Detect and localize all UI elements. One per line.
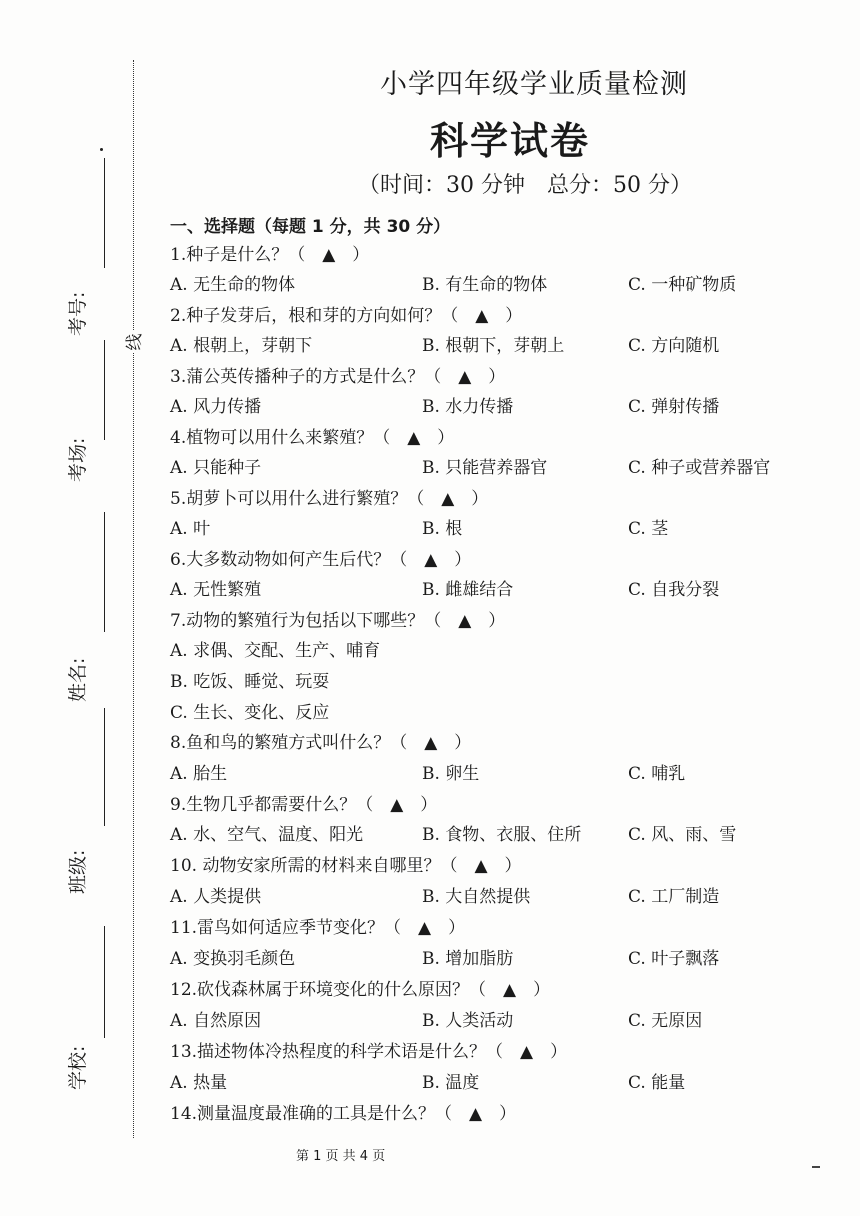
option-c[interactable]: C. 无原因 <box>628 1011 703 1031</box>
exam-info: （时间：30 分钟 总分：50 分） <box>358 173 692 198</box>
exam-room-blank[interactable] <box>104 340 105 440</box>
question-12: 12.砍伐森林属于环境变化的什么原因？（ ▲ ） <box>170 980 551 1000</box>
option-a[interactable]: A. 自然原因 <box>170 1011 262 1031</box>
school-blank[interactable] <box>104 926 105 1038</box>
class-label: 班级: <box>67 849 89 894</box>
exam-title: 科学试卷 <box>429 119 590 163</box>
option-a[interactable]: A. 变换羽毛颜色 <box>170 949 296 969</box>
question-5: 5.胡萝卜可以用什么进行繁殖？（ ▲ ） <box>170 489 489 509</box>
option-c[interactable]: C. 自我分裂 <box>628 580 720 600</box>
options-3 <box>170 393 790 421</box>
option-c[interactable]: C. 方向随机 <box>628 336 720 356</box>
options-6 <box>170 576 790 604</box>
options-10 <box>170 883 790 911</box>
option-b[interactable]: B. 温度 <box>422 1073 480 1093</box>
option-b[interactable]: B. 吃饭、睡觉、玩耍 <box>170 672 330 692</box>
options-12 <box>170 1007 790 1035</box>
question-10: 10. 动物安家所需的材料来自哪里？（ ▲ ） <box>170 856 522 876</box>
option-a[interactable]: A. 人类提供 <box>170 887 262 907</box>
option-c[interactable]: C. 哺乳 <box>628 764 686 784</box>
option-b[interactable]: B. 雌雄结合 <box>422 580 514 600</box>
option-a[interactable]: A. 无性繁殖 <box>170 580 262 600</box>
option-b[interactable]: B. 食物、衣服、住所 <box>422 825 582 845</box>
options-13 <box>170 1069 790 1097</box>
binding-dotted-line <box>133 60 134 1138</box>
question-11: 11.雷鸟如何适应季节变化？（ ▲ ） <box>170 918 466 938</box>
question-13: 13.描述物体冷热程度的科学术语是什么？（ ▲ ） <box>170 1042 568 1062</box>
option-c[interactable]: C. 能量 <box>628 1073 686 1093</box>
section-heading: 一、选择题（每题 1 分，共 30 分） <box>170 217 451 237</box>
option-a[interactable]: A. 风力传播 <box>170 397 262 417</box>
exam-room-label: 考场: <box>67 437 89 482</box>
option-b[interactable]: B. 根朝下，芽朝上 <box>422 336 565 356</box>
scan-mark <box>812 1166 820 1168</box>
class-blank[interactable] <box>104 708 105 826</box>
option-a[interactable]: A. 根朝上，芽朝下 <box>170 336 313 356</box>
question-7: 7.动物的繁殖行为包括以下哪些？（ ▲ ） <box>170 611 506 631</box>
options-11 <box>170 945 790 973</box>
option-b[interactable]: B. 只能营养器官 <box>422 458 548 478</box>
options-5 <box>170 515 790 543</box>
question-6: 6.大多数动物如何产生后代？（ ▲ ） <box>170 550 472 570</box>
exam-number-blank[interactable] <box>104 158 105 268</box>
school-label: 学校: <box>67 1045 89 1090</box>
option-c[interactable]: C. 种子或营养器官 <box>628 458 771 478</box>
name-label: 姓名: <box>67 657 89 702</box>
option-c[interactable]: C. 工厂制造 <box>628 887 720 907</box>
name-blank[interactable] <box>104 512 105 632</box>
option-a[interactable]: A. 水、空气、温度、阳光 <box>170 825 364 845</box>
options-1 <box>170 271 790 299</box>
option-c[interactable]: C. 弹射传播 <box>628 397 720 417</box>
option-b[interactable]: B. 水力传播 <box>422 397 514 417</box>
options-8 <box>170 760 790 788</box>
option-a[interactable]: A. 求偶、交配、生产、哺育 <box>170 641 381 661</box>
exam-subtitle: 小学四年级学业质量检测 <box>380 69 688 100</box>
question-1: 1.种子是什么？（ ▲ ） <box>170 245 370 265</box>
question-14: 14.测量温度最准确的工具是什么？（ ▲ ） <box>170 1104 517 1124</box>
option-c[interactable]: C. 茎 <box>628 519 669 539</box>
option-b[interactable]: B. 卵生 <box>422 764 480 784</box>
option-a[interactable]: A. 胎生 <box>170 764 228 784</box>
options-4 <box>170 454 790 482</box>
option-b[interactable]: B. 根 <box>422 519 463 539</box>
option-c[interactable]: C. 生长、变化、反应 <box>170 703 330 723</box>
page-footer: 第 1 页 共 4 页 <box>296 1149 386 1164</box>
question-3: 3.蒲公英传播种子的方式是什么？（ ▲ ） <box>170 367 506 387</box>
option-c[interactable]: C. 叶子飘落 <box>628 949 720 969</box>
option-a[interactable]: A. 热量 <box>170 1073 228 1093</box>
option-b[interactable]: B. 大自然提供 <box>422 887 531 907</box>
option-a[interactable]: A. 只能种子 <box>170 458 262 478</box>
question-9: 9.生物几乎都需要什么？（ ▲ ） <box>170 795 438 815</box>
exam-number-label: 考号: <box>67 291 89 336</box>
option-a[interactable]: A. 无生命的物体 <box>170 275 296 295</box>
option-a[interactable]: A. 叶 <box>170 519 211 539</box>
question-4: 4.植物可以用什么来繁殖？（ ▲ ） <box>170 428 455 448</box>
option-b[interactable]: B. 有生命的物体 <box>422 275 548 295</box>
question-8: 8.鱼和鸟的繁殖方式叫什么？（ ▲ ） <box>170 733 472 753</box>
options-9 <box>170 821 790 849</box>
option-b[interactable]: B. 人类活动 <box>422 1011 514 1031</box>
margin-dot <box>100 148 103 151</box>
option-c[interactable]: C. 一种矿物质 <box>628 275 737 295</box>
question-2: 2.种子发芽后，根和芽的方向如何？（ ▲ ） <box>170 306 523 326</box>
line-mark: 线 <box>123 331 147 353</box>
option-c[interactable]: C. 风、雨、雪 <box>628 825 737 845</box>
option-b[interactable]: B. 增加脂肪 <box>422 949 514 969</box>
options-2 <box>170 332 790 360</box>
